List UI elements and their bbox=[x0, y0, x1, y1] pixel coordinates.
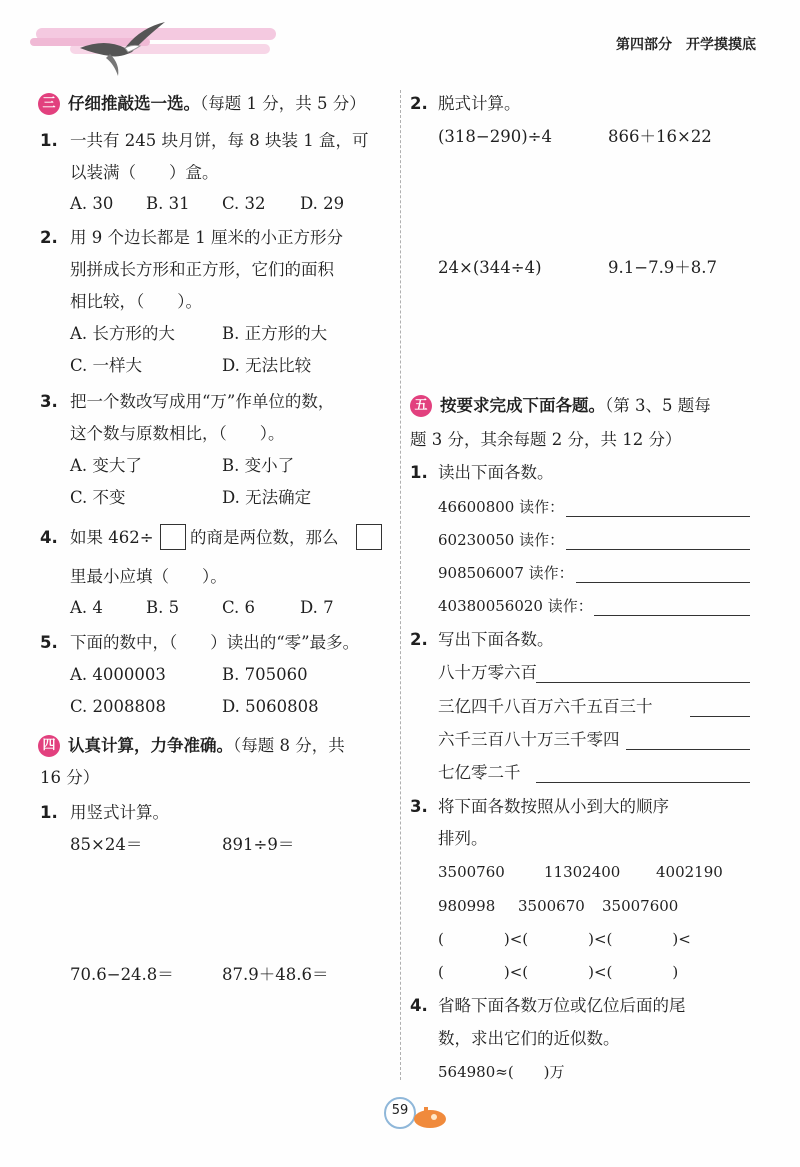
option-a: A. 4 bbox=[70, 598, 103, 617]
section-note: 题 3 分，其余每题 2 分，共 12 分） bbox=[410, 430, 682, 449]
number-item: 35007600 bbox=[602, 897, 679, 915]
question-text: 一共有 245 块月饼，每 8 块装 1 盒，可 bbox=[70, 131, 369, 150]
answer-box[interactable] bbox=[160, 524, 186, 550]
write-item: 六千三百八十万三千零四 bbox=[438, 730, 620, 749]
section-note: 16 分） bbox=[40, 768, 100, 787]
number-item: 980998 bbox=[438, 897, 496, 915]
write-item: 三亿四千八百万六千五百三十 bbox=[438, 697, 653, 716]
answer-line[interactable] bbox=[566, 516, 750, 517]
question-text: 读出下面各数。 bbox=[438, 463, 554, 482]
expression: 564980≈( )万 bbox=[438, 1063, 565, 1081]
question-number: 4. bbox=[410, 996, 428, 1015]
option-a: A. 30 bbox=[70, 194, 114, 213]
order-blanks[interactable]: ( )<( )<( ) bbox=[438, 963, 679, 981]
expression: 9.1−7.9＋8.7 bbox=[608, 258, 718, 277]
question-text: 相比较，（ ）。 bbox=[70, 292, 202, 311]
section-badge: 五 bbox=[410, 395, 432, 417]
question-text: 数，求出它们的近似数。 bbox=[438, 1029, 620, 1048]
question-text: 别拼成长方形和正方形，它们的面积 bbox=[70, 260, 334, 279]
question-text: 以装满（ ）盒。 bbox=[70, 163, 219, 182]
question-number: 2. bbox=[40, 228, 58, 247]
option-c: C. 32 bbox=[222, 194, 266, 213]
section-title: 认真计算，力争准确。（每题 8 分，共 bbox=[68, 736, 345, 755]
question-text: 里最小应填（ ）。 bbox=[70, 567, 227, 586]
question-text: 写出下面各数。 bbox=[438, 630, 554, 649]
number-item: 3500760 bbox=[438, 863, 505, 881]
write-item: 八十万零六百 bbox=[438, 663, 537, 682]
number-item: 4002190 bbox=[656, 863, 723, 881]
read-item: 908506007 读作： bbox=[438, 564, 574, 582]
expression: 891÷9＝ bbox=[222, 835, 295, 854]
section-title: 按要求完成下面各题。（第 3、5 题每 bbox=[440, 396, 711, 415]
section-title: 仔细推敲选一选。（每题 1 分，共 5 分） bbox=[68, 94, 366, 113]
expression: 24×(344÷4) bbox=[438, 258, 542, 277]
option-d: D. 29 bbox=[300, 194, 345, 213]
option-a: A. 4000003 bbox=[70, 665, 166, 684]
order-blanks[interactable]: ( )<( )<( )< bbox=[438, 930, 691, 948]
question-number: 3. bbox=[410, 797, 428, 816]
page-number: 59 bbox=[391, 1103, 409, 1118]
question-number: 1. bbox=[40, 803, 58, 822]
write-item: 七亿零二千 bbox=[438, 763, 521, 782]
page-number-badge bbox=[380, 1095, 450, 1135]
option-a: A. 长方形的大 bbox=[70, 324, 175, 343]
answer-line[interactable] bbox=[626, 749, 750, 750]
option-c: C. 2008808 bbox=[70, 697, 167, 716]
question-number: 3. bbox=[40, 392, 58, 411]
header-title: 第四部分 开学摸摸底 bbox=[616, 37, 756, 53]
number-item: 11302400 bbox=[544, 863, 621, 881]
answer-line[interactable] bbox=[536, 682, 750, 683]
answer-line[interactable] bbox=[576, 582, 750, 583]
question-text: 省略下面各数万位或亿位后面的尾 bbox=[438, 996, 686, 1015]
bird-icon bbox=[70, 18, 170, 84]
option-c: C. 6 bbox=[222, 598, 256, 617]
read-item: 60230050 读作： bbox=[438, 531, 565, 549]
question-text: 下面的数中，（ ）读出的“零”最多。 bbox=[70, 633, 360, 652]
question-text: 如果 462÷ bbox=[70, 528, 154, 547]
option-b: B. 正方形的大 bbox=[222, 324, 328, 343]
question-number: 4. bbox=[40, 528, 58, 547]
option-c: C. 不变 bbox=[70, 488, 126, 507]
answer-box[interactable] bbox=[356, 524, 382, 550]
option-d: D. 5060808 bbox=[222, 697, 319, 716]
question-text: 排列。 bbox=[438, 829, 488, 848]
question-number: 1. bbox=[410, 463, 428, 482]
question-number: 5. bbox=[40, 633, 58, 652]
option-b: B. 705060 bbox=[222, 665, 308, 684]
expression: 87.9＋48.6＝ bbox=[222, 965, 329, 984]
question-text: 这个数与原数相比，（ ）。 bbox=[70, 424, 285, 443]
answer-line[interactable] bbox=[594, 615, 750, 616]
expression: 70.6−24.8＝ bbox=[70, 965, 174, 984]
option-d: D. 7 bbox=[300, 598, 334, 617]
expression: (318−290)÷4 bbox=[438, 127, 553, 146]
read-item: 40380056020 读作： bbox=[438, 597, 593, 615]
number-item: 3500670 bbox=[518, 897, 585, 915]
answer-line[interactable] bbox=[690, 716, 750, 717]
option-a: A. 变大了 bbox=[70, 456, 142, 475]
expression: 85×24＝ bbox=[70, 835, 143, 854]
question-text: 用 9 个边长都是 1 厘米的小正方形分 bbox=[70, 228, 343, 247]
option-b: B. 5 bbox=[146, 598, 180, 617]
section-badge: 四 bbox=[38, 735, 60, 757]
question-number: 1. bbox=[40, 131, 58, 150]
option-d: D. 无法比较 bbox=[222, 356, 312, 375]
question-text: 把一个数改写成用“万”作单位的数， bbox=[70, 392, 335, 411]
section-badge: 三 bbox=[38, 93, 60, 115]
column-divider bbox=[400, 90, 401, 1080]
option-d: D. 无法确定 bbox=[222, 488, 312, 507]
answer-line[interactable] bbox=[536, 782, 750, 783]
option-b: B. 31 bbox=[146, 194, 190, 213]
question-text: 将下面各数按照从小到大的顺序 bbox=[438, 797, 669, 816]
question-number: 2. bbox=[410, 630, 428, 649]
option-c: C. 一样大 bbox=[70, 356, 143, 375]
question-text: 脱式计算。 bbox=[438, 94, 521, 113]
question-number: 2. bbox=[410, 94, 428, 113]
expression: 866＋16×22 bbox=[608, 127, 712, 146]
question-text: 的商是两位数，那么 bbox=[190, 528, 339, 547]
option-b: B. 变小了 bbox=[222, 456, 295, 475]
answer-line[interactable] bbox=[566, 549, 750, 550]
read-item: 46600800 读作： bbox=[438, 498, 565, 516]
question-text: 用竖式计算。 bbox=[70, 803, 169, 822]
